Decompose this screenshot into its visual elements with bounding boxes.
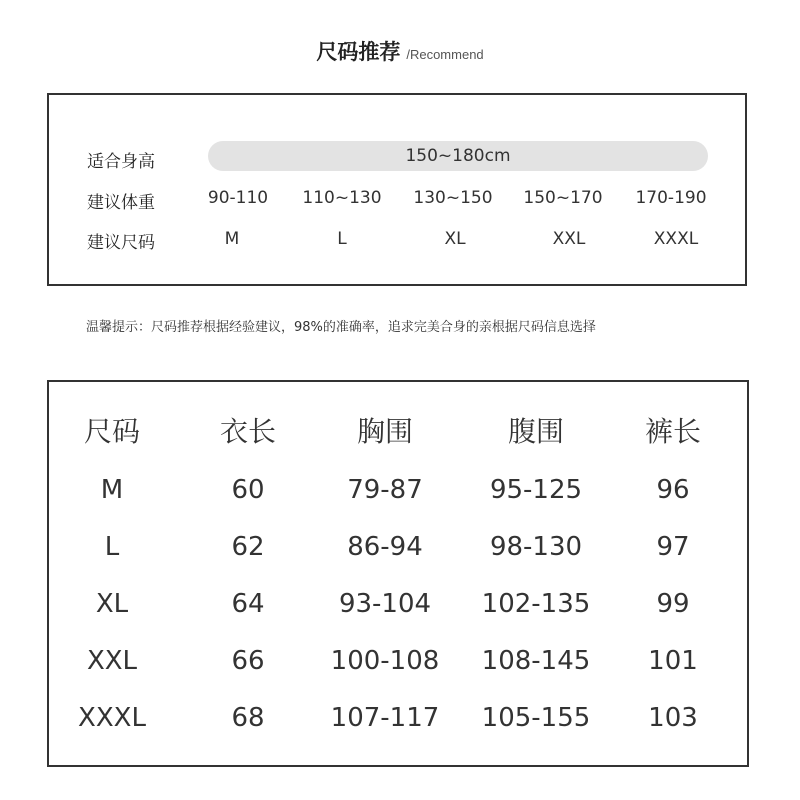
table-cell: 95-125 — [489, 475, 583, 505]
table-cell-size: XXXL — [78, 703, 146, 733]
height-label: 适合身高 — [87, 152, 155, 172]
size-chart-table — [47, 380, 749, 767]
table-cell: 79-87 — [347, 475, 423, 505]
height-range-pill: 150~180cm — [208, 141, 708, 171]
header-waist: 腹围 — [507, 415, 564, 448]
table-cell: 62 — [231, 532, 265, 562]
weight-value: 150~170 — [523, 188, 603, 208]
table-cell-size: M — [100, 475, 124, 505]
table-cell-size: L — [104, 532, 120, 562]
size-label: 建议尺码 — [87, 233, 155, 253]
table-cell: 60 — [231, 475, 265, 505]
table-cell: 96 — [656, 475, 690, 505]
header-chest: 胸围 — [356, 415, 413, 448]
weight-label: 建议体重 — [87, 193, 155, 213]
table-cell: 101 — [648, 646, 698, 676]
table-cell: 108-145 — [481, 646, 591, 676]
recommendation-panel — [47, 93, 747, 286]
table-cell: 100-108 — [330, 646, 440, 676]
table-cell: 103 — [648, 703, 698, 733]
header-size: 尺码 — [83, 415, 140, 448]
tip-text: 温馨提示：尺码推荐根据经验建议，98%的准确率，追求完美合身的亲根据尺码信息选择 — [86, 320, 596, 335]
table-cell: 102-135 — [481, 589, 591, 619]
table-cell: 97 — [656, 532, 690, 562]
size-value: M — [224, 229, 240, 249]
size-value: L — [337, 229, 347, 249]
table-cell: 86-94 — [347, 532, 423, 562]
size-value: XL — [444, 229, 466, 249]
table-cell: 105-155 — [481, 703, 591, 733]
size-value: XXXL — [653, 229, 699, 249]
page-title — [0, 36, 800, 66]
header-pants-length: 裤长 — [644, 415, 701, 448]
table-cell-size: XXL — [86, 646, 138, 676]
table-cell: 93-104 — [338, 589, 432, 619]
weight-value: 130~150 — [413, 188, 493, 208]
header-length: 衣长 — [219, 415, 276, 448]
table-cell: 98-130 — [489, 532, 583, 562]
title-english: /Recommend — [406, 47, 484, 62]
weight-value: 110~130 — [302, 188, 382, 208]
table-cell-size: XL — [95, 589, 129, 619]
table-cell: 107-117 — [330, 703, 440, 733]
table-cell: 64 — [231, 589, 265, 619]
table-cell: 68 — [231, 703, 265, 733]
title-chinese: 尺码推荐 — [316, 40, 401, 64]
size-value: XXL — [552, 229, 586, 249]
weight-value: 170-190 — [635, 188, 707, 208]
table-cell: 99 — [656, 589, 690, 619]
table-cell: 66 — [231, 646, 265, 676]
weight-value: 90-110 — [207, 188, 269, 208]
